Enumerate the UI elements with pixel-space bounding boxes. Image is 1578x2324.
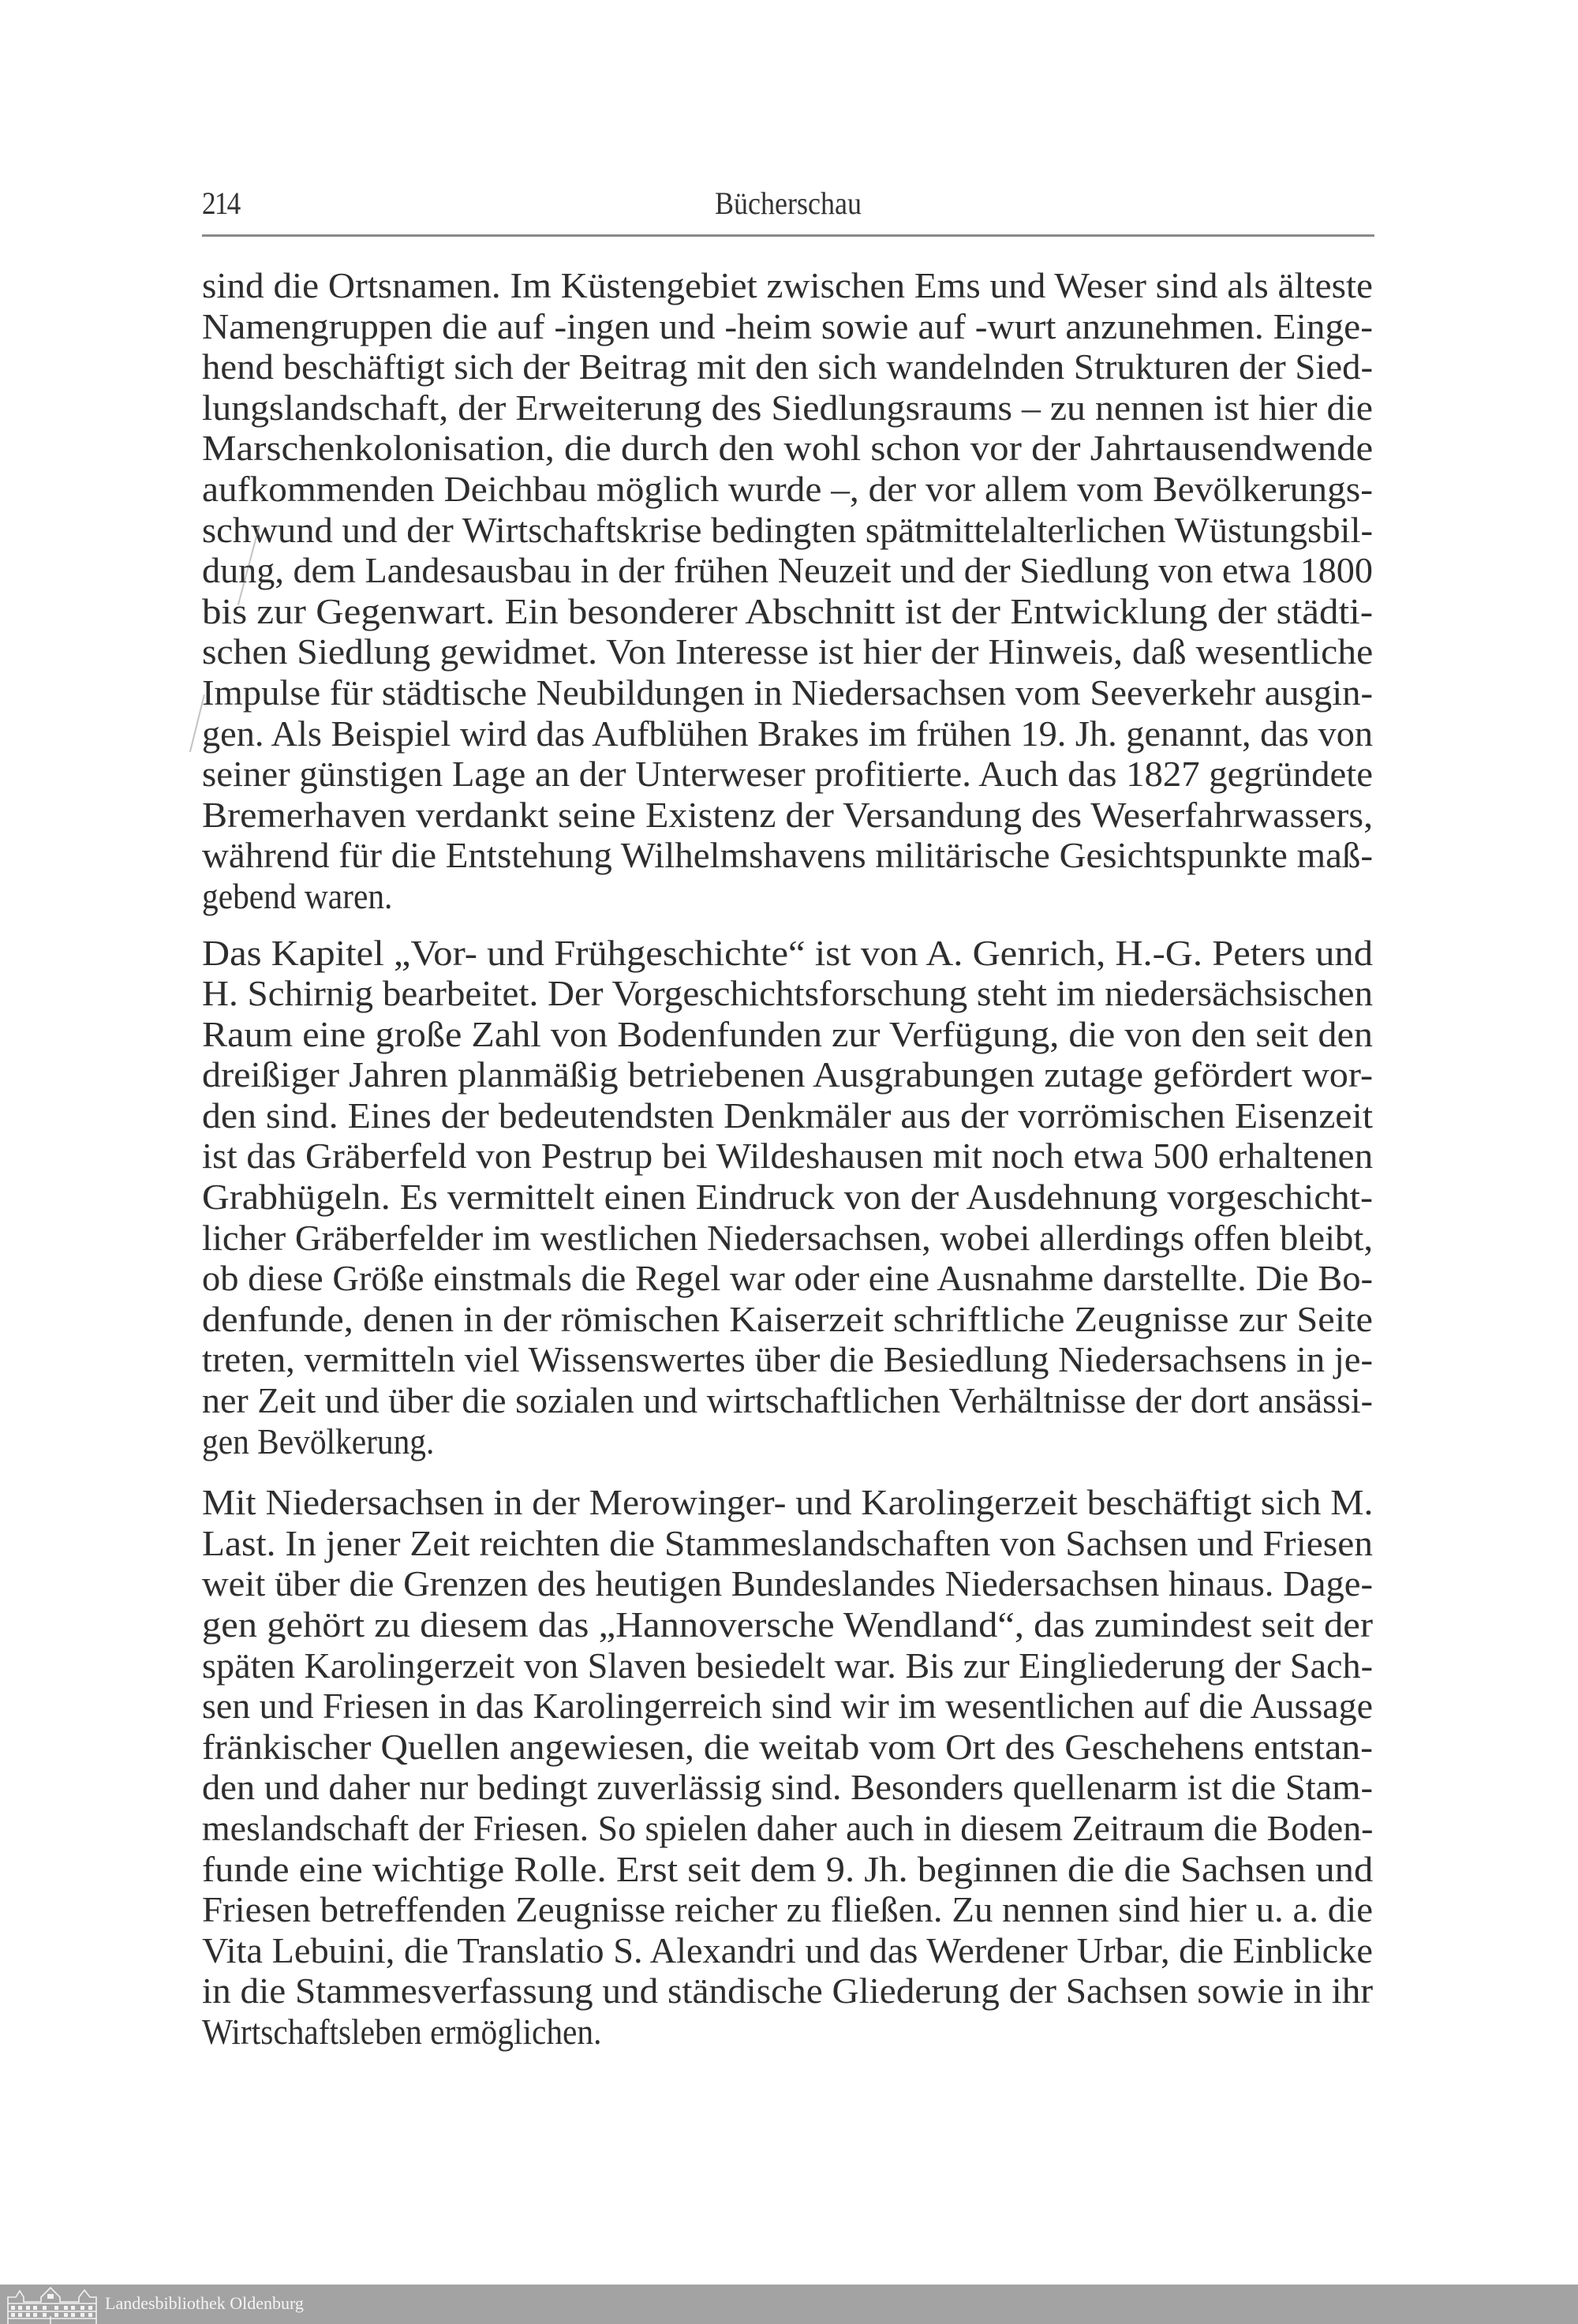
text-line: ner Zeit und über die sozialen und wirtschaftlichen Verhältnisse der dort ansässi- (202, 1380, 1373, 1421)
text-line: seiner günstigen Lage an der Unterweser profitierte. Auch das 1827 gegründete (202, 754, 1373, 795)
text-line: H. Schirnig bearbeitet. Der Vorgeschichtsforschung steht im niedersächsischen (202, 973, 1373, 1014)
text-line: dung, dem Landesausbau in der frühen Neuzeit und der Siedlung von etwa 1800 (202, 550, 1373, 591)
text-line: bis zur Gegenwart. Ein besonderer Abschnitt ist der Entwicklung der städti- (202, 590, 1373, 631)
text-line: gen Bevölkerung. (202, 1420, 435, 1461)
text-line: treten, vermitteln viel Wissenswertes über die Besiedlung Niedersachsens in je- (202, 1339, 1373, 1380)
text-line: Vita Lebuini, die Translatio S. Alexandri und das Werdener Urbar, die Einblicke (202, 1929, 1373, 1970)
text-line: gebend waren. (202, 875, 393, 916)
text-line: Das Kapitel „Vor- und Frühgeschichte“ ist von A. Genrich, H.-G. Peters und (202, 932, 1374, 973)
text-line: Raum eine große Zahl von Bodenfunden zur Verfügung, die von den seit den (202, 1013, 1373, 1054)
text-line: ob diese Größe einstmals die Regel war oder eine Ausnahme darstellte. Die Bo- (202, 1258, 1373, 1299)
text-line: schen Siedlung gewidmet. Von Interesse ist hier der Hinweis, daß wesentliche (202, 631, 1374, 672)
text-line: denfunde, denen in der römischen Kaiserzeit schriftliche Zeugnisse zur Seite (202, 1298, 1373, 1339)
library-building-icon (6, 2286, 98, 2324)
text-line: Bremerhaven verdankt seine Existenz der Versandung des Weserfahrwassers, (202, 794, 1374, 835)
text-line: Grabhügeln. Es vermittelt einen Eindruck von der Ausdehnung vorgeschicht- (202, 1177, 1373, 1218)
page-number: 214 (202, 185, 240, 221)
text-line: funde eine wichtige Rolle. Erst seit dem 9. Jh. beginnen die die Sachsen und (202, 1848, 1374, 1889)
text-line: sind die Ortsnamen. Im Küstengebiet zwischen Ems und Weser sind als älteste (202, 265, 1373, 305)
text-line: meslandschaft der Friesen. So spielen daher auch in diesem Zeitraum die Boden- (202, 1807, 1374, 1848)
text-line: schwund und der Wirtschaftskrise bedingten spätmittelalterlichen Wüstungsbil- (202, 509, 1374, 550)
body-text (202, 265, 1373, 2053)
text-line: dreißiger Jahren planmäßig betriebenen Ausgrabungen zutage gefördert wor- (202, 1054, 1373, 1095)
paragraph-2 (202, 933, 1373, 1462)
paragraph-1 (202, 265, 1373, 917)
text-line: Impulse für städtische Neubildungen in Niedersachsen vom Seeverkehr ausgin- (202, 672, 1373, 713)
text-line: Last. In jener Zeit reichten die Stammeslandschaften von Sachsen und Friesen (202, 1522, 1374, 1563)
text-line: weit über die Grenzen des heutigen Bundeslandes Niedersachsen hinaus. Dage- (202, 1563, 1373, 1604)
text-line: den sind. Eines der bedeutendsten Denkmäler aus der vorrömischen Eisenzeit (202, 1095, 1374, 1136)
text-line: Marschenkolonisation, die durch den wohl schon vor der Jahrtausendwende (202, 428, 1374, 469)
text-line: Namengruppen die auf -ingen und -heim sowie auf -wurt anzunehmen. Einge- (202, 305, 1374, 346)
running-title: Bücherschau (715, 185, 862, 221)
text-line: in die Stammesverfassung und ständische Gliederung der Sachsen sowie in ihr (202, 1970, 1374, 2012)
running-head (202, 186, 1374, 221)
text-line: späten Karolingerzeit von Slaven besiedelt war. Bis zur Eingliederung der Sach- (202, 1645, 1373, 1686)
library-name: Landesbibliothek Oldenburg (105, 2293, 304, 2313)
text-line: Wirtschaftsleben ermöglichen. (202, 2011, 602, 2052)
text-line: ist das Gräberfeld von Pestrup bei Wildeshausen mit noch etwa 500 erhaltenen (202, 1136, 1374, 1177)
paragraph-3 (202, 1482, 1373, 2052)
text-line: aufkommenden Deichbau möglich wurde –, der vor allem vom Bevölkerungs- (202, 468, 1373, 509)
text-line: licher Gräberfelder im westlichen Niedersachsen, wobei allerdings offen bleibt, (202, 1217, 1374, 1258)
text-line: Friesen betreffenden Zeugnisse reicher zu fließen. Zu nennen sind hier u. a. die (202, 1889, 1373, 1930)
text-line: gen. Als Beispiel wird das Aufblühen Brakes im frühen 19. Jh. genannt, das von (202, 713, 1374, 754)
text-line: hend beschäftigt sich der Beitrag mit den sich wandelnden Strukturen der Sied- (202, 346, 1374, 387)
text-line: Mit Niedersachsen in der Merowinger- und Karolingerzeit beschäftigt sich M. (202, 1482, 1374, 1523)
text-line: sen und Friesen in das Karolingerreich sind wir im wesentlichen auf die Aussage (202, 1686, 1373, 1727)
text-line: gen gehört zu diesem das „Hannoversche Wendland“, das zumindest seit der (202, 1604, 1373, 1645)
footer-bar (0, 2285, 1578, 2324)
text-line: fränkischer Quellen angewiesen, die weitab vom Ort des Geschehens entstan- (202, 1726, 1373, 1767)
text-line: den und daher nur bedingt zuverlässig sind. Besonders quellenarm ist die Stam- (202, 1767, 1373, 1808)
text-line: während für die Entstehung Wilhelmshavens militärische Gesichtspunkte maß- (202, 835, 1374, 876)
header-rule (202, 234, 1374, 237)
text-line: lungslandschaft, der Erweiterung des Siedlungsraums – zu nennen ist hier die (202, 387, 1373, 428)
